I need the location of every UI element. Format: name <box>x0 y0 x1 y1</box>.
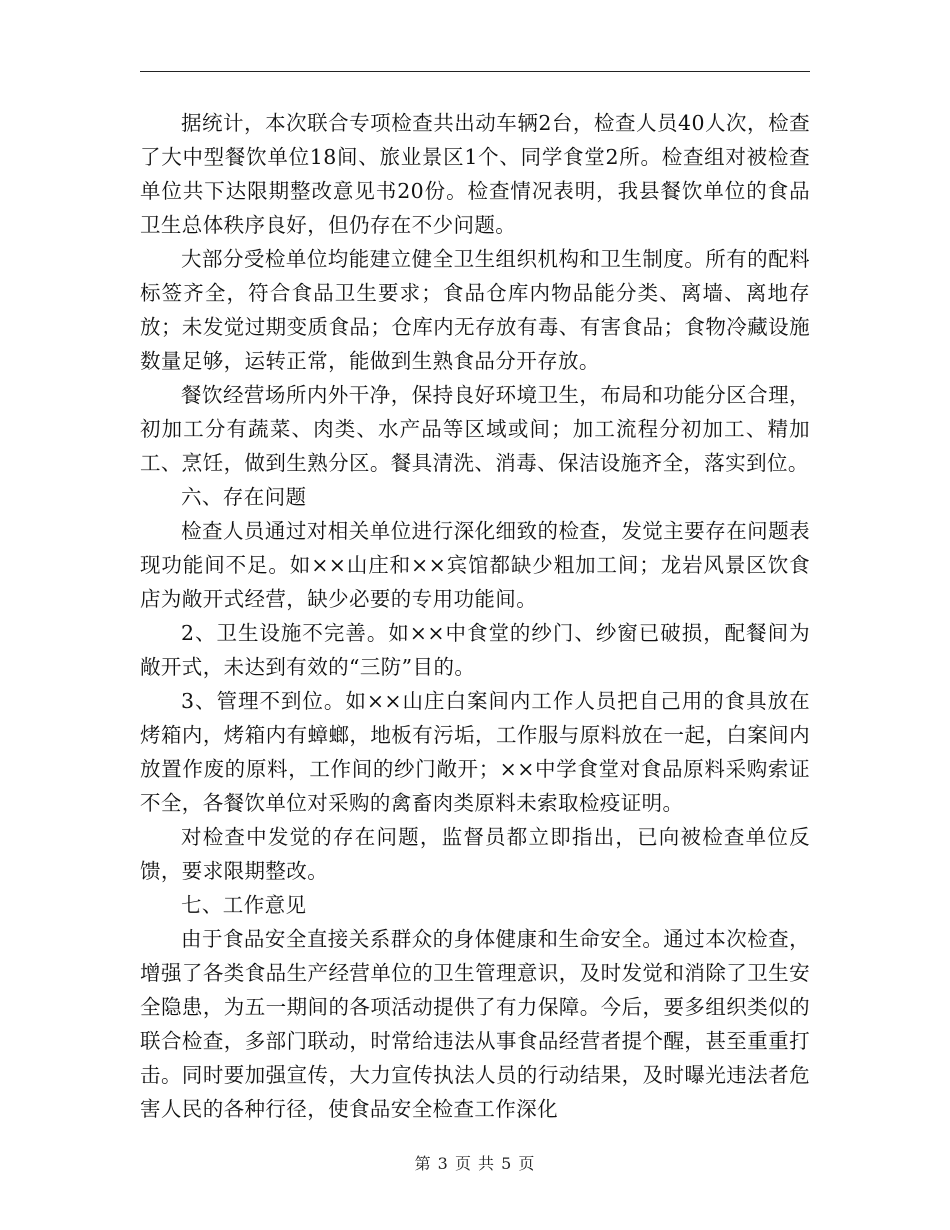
section-heading-opinions: 七、工作意见 <box>181 893 307 917</box>
paragraph-work-opinions: 由于食品安全直接关系群众的身体健康和生命安全。通过本次检查，增强了各类食品生产经营单位的卫生管理意识，及时发觉和消除了卫生安全隐患，为五一期间的各项活动提供了有力保障。今后，要多组织类似的联合检查，多部门联动，时常给违法从事食品经营者提个醒，甚至重重打击。同时要加强宣传，大力宣传执法人员的行动结果，及时曝光违法者危害人民的各种行径，使食品安全检查工作深化 <box>140 927 810 1121</box>
paragraph-rectification: 对检查中发觉的存在问题，监督员都立即指出，已向被检查单位反馈，要求限期整改。 <box>140 825 810 883</box>
paragraph-problem-facilities: 2、卫生设施不完善。如××中食堂的纱门、纱窗已破损，配餐间为敞开式，未达到有效的“三防”目的。 <box>140 621 810 679</box>
section-heading-problems: 六、存在问题 <box>181 485 307 509</box>
paragraph-environment: 餐饮经营场所内外干净，保持良好环境卫生，布局和功能分区合理，初加工分有蔬菜、肉类、水产品等区域或间；加工流程分初加工、精加工、烹饪，做到生熟分区。餐具清洗、消毒、保洁设施齐全，落实到位。 <box>140 383 810 475</box>
paragraph-problem-management: 3、管理不到位。如××山庄白案间内工作人员把自己用的食具放在烤箱内，烤箱内有蟑螂，地板有污垢，工作服与原料放在一起，白案间内放置作废的原料，工作间的纱门敞开；××中学食堂对食品原料采购索证不全，各餐饮单位对采购的禽畜肉类原料未索取检疫证明。 <box>140 689 810 815</box>
paragraph-hygiene-organization: 大部分受检单位均能建立健全卫生组织机构和卫生制度。所有的配料标签齐全，符合食品卫生要求；食品仓库内物品能分类、离墙、离地存放；未发觉过期变质食品；仓库内无存放有毒、有害食品；食物冷藏设施数量足够，运转正常，能做到生熟食品分开存放。 <box>140 247 810 373</box>
header-rule <box>140 71 810 72</box>
paragraph-statistics: 据统计，本次联合专项检查共出动车辆2台，检查人员40人次，检查了大中型餐饮单位18间、旅业景区1个、同学食堂2所。检查组对被检查单位共下达限期整改意见书20份。检查情况表明，我县餐饮单位的食品卫生总体秩序良好，但仍存在不少问题。 <box>140 111 810 237</box>
page-number-footer: 第 3 页 共 5 页 <box>414 1154 536 1173</box>
document-body <box>140 106 810 1126</box>
paragraph-problem-function-rooms: 检查人员通过对相关单位进行深化细致的检查，发觉主要存在问题表现功能间不足。如××山庄和××宾馆都缺少粗加工间；龙岩风景区饮食店为敞开式经营，缺少必要的专用功能间。 <box>140 519 810 611</box>
